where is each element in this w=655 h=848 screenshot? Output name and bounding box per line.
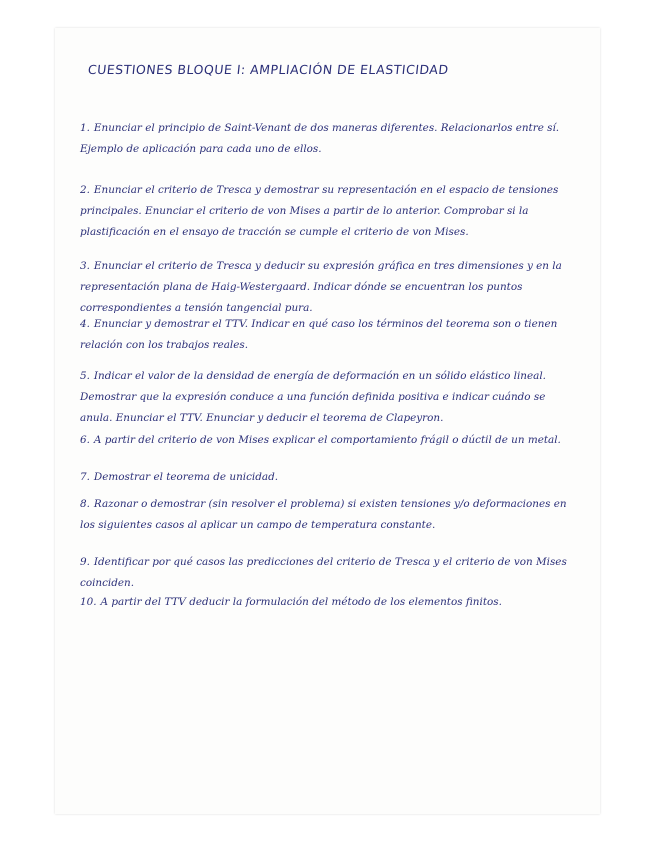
question-text: Enunciar el principio de Saint-Venant de dos maneras diferentes. Relacionarlos entre sí. Ejemplo de aplicación para cada uno de ellos. (80, 122, 560, 155)
question-text: Enunciar y demostrar el TTV. Indicar en qué caso los términos del teorema son o tienen relación con los trabajos reales. (80, 318, 558, 351)
question-7 (80, 467, 575, 488)
question-2 (80, 180, 575, 243)
question-text: Enunciar el criterio de Tresca y deducir su expresión gráfica en tres dimensiones y en la representación plana de Haig-Westergaard. Indicar dónde se encuentran los puntos correspondientes a tensión tangencial pura. (80, 260, 562, 314)
question-text: A partir del criterio de von Mises explicar el comportamiento frágil o dúctil de un metal. (93, 434, 561, 446)
question-number: 3. (80, 260, 90, 272)
question-3 (80, 256, 575, 319)
question-number: 9. (80, 556, 90, 568)
question-5 (80, 366, 575, 429)
question-number: 4. (80, 318, 90, 330)
question-9 (80, 552, 575, 594)
question-text: Identificar por qué casos las predicciones del criterio de Tresca y el criterio de von Mises coinciden. (80, 556, 567, 589)
question-4 (80, 314, 575, 356)
question-text: A partir del TTV deducir la formulación del método de los elementos finitos. (100, 596, 502, 608)
question-number: 1. (80, 122, 90, 134)
document-title: CUESTIONES BLOQUE I: AMPLIACIÓN DE ELASTICIDAD (87, 62, 450, 77)
question-number: 10. (80, 596, 97, 608)
question-text: Indicar el valor de la densidad de energía de deformación en un sólido elástico lineal. Demostrar que la expresión conduce a una función definida positiva e indicar cuándo se anula. Enunciar el TTV. Enunciar y deducir el teorema de Clapeyron. (80, 370, 546, 424)
question-number: 7. (80, 471, 90, 483)
question-1 (80, 118, 575, 160)
question-text: Demostrar el teorema de unicidad. (93, 471, 279, 483)
question-text: Enunciar el criterio de Tresca y demostrar su representación en el espacio de tensiones principales. Enunciar el criterio de von Mises a partir de lo anterior. Comprobar si la plastificación en el ensayo de tracción se cumple el criterio de von Mises. (80, 184, 559, 238)
question-text: Razonar o demostrar (sin resolver el problema) si existen tensiones y/o deformaciones en los siguientes casos al aplicar un campo de temperatura constante. (80, 498, 567, 531)
question-number: 2. (80, 184, 90, 196)
question-6 (80, 430, 575, 451)
question-number: 6. (80, 434, 90, 446)
question-number: 5. (80, 370, 90, 382)
question-8 (80, 494, 575, 536)
question-10 (80, 592, 575, 613)
question-number: 8. (80, 498, 90, 510)
